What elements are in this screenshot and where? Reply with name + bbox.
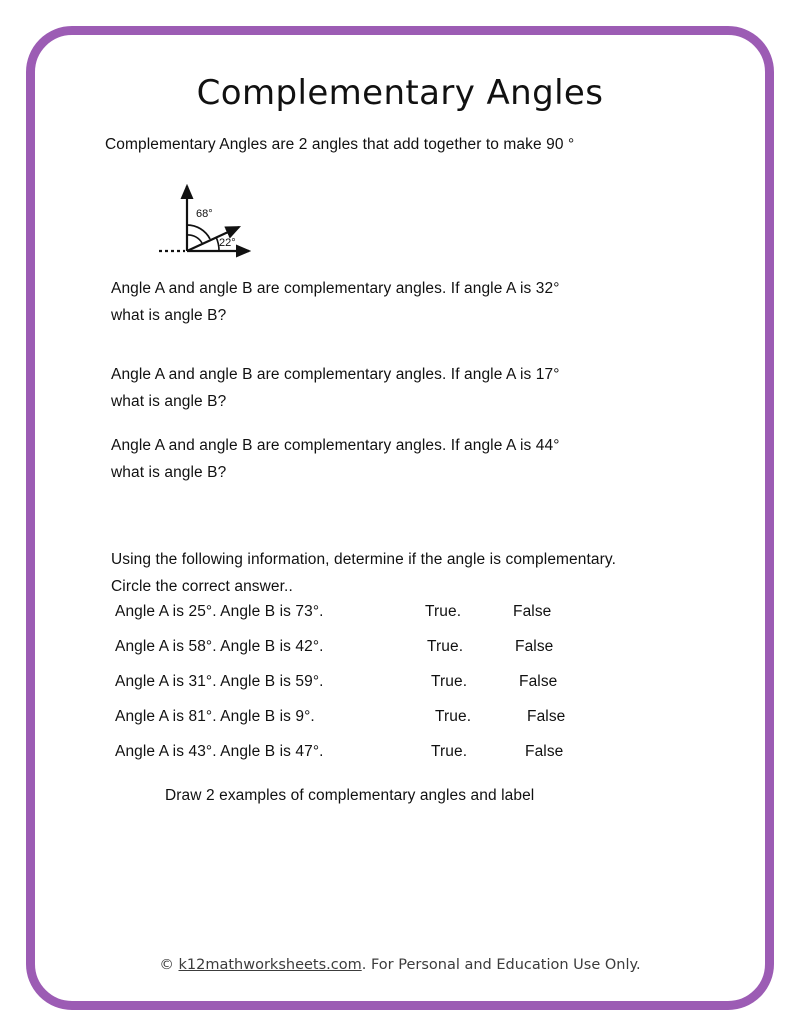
footer-copyright [35,957,765,973]
page-title: Complementary Angles [196,73,604,113]
upper-angle-label: 68° [196,208,213,220]
word-problem-3 [111,432,721,486]
lower-angle-label: 22° [219,237,236,249]
tf-false-option[interactable]: False [515,638,554,655]
tf-false-option[interactable]: False [519,673,558,690]
tf-false-option[interactable]: False [513,603,552,620]
upper-angle-arc [187,225,210,239]
tf-false-option[interactable]: False [525,743,564,760]
footer-prefix: © [159,957,179,973]
table-row [35,708,765,743]
true-false-list [35,603,765,778]
true-false-directions [111,546,751,600]
table-row [35,673,765,708]
problem-3-line-1: Angle A and angle B are complementary angles. If angle A is 44° [111,437,560,454]
tf-statement: Angle A is 43°. Angle B is 47°. [115,743,324,760]
table-row [35,743,765,778]
footer-suffix: . For Personal and Education Use Only. [361,957,641,973]
worksheet-border [26,26,774,1010]
draw-examples-prompt: Draw 2 examples of complementary angles and label [165,787,535,804]
complementary-angle-diagram [153,173,283,265]
tf-directions-line-2: Circle the correct answer.. [111,578,293,595]
tf-statement: Angle A is 58°. Angle B is 42°. [115,638,324,655]
problem-1-line-2: what is angle B? [111,307,227,324]
tf-directions-line-1: Using the following information, determine if the angle is complementary. [111,551,616,568]
tf-statement: Angle A is 25°. Angle B is 73°. [115,603,324,620]
word-problem-1 [111,275,721,329]
definition-text: Complementary Angles are 2 angles that add together to make 90 ° [105,136,575,153]
tf-true-option[interactable]: True. [435,708,472,725]
word-problem-2 [111,361,721,415]
tf-false-option[interactable]: False [527,708,566,725]
problem-2-line-2: what is angle B? [111,393,227,410]
tf-true-option[interactable]: True. [431,673,468,690]
table-row [35,638,765,673]
tf-true-option[interactable]: True. [431,743,468,760]
upper-angle-arc-inner [187,235,202,243]
worksheet-page [35,35,765,1001]
problem-2-line-1: Angle A and angle B are complementary angles. If angle A is 17° [111,366,560,383]
problem-1-line-1: Angle A and angle B are complementary angles. If angle A is 32° [111,280,560,297]
tf-true-option[interactable]: True. [425,603,462,620]
tf-true-option[interactable]: True. [427,638,464,655]
footer-website-link[interactable]: k12mathworksheets.com [178,957,362,973]
tf-statement: Angle A is 81°. Angle B is 9°. [115,708,315,725]
problem-3-line-2: what is angle B? [111,464,227,481]
table-row [35,603,765,638]
angle-diagram-svg [153,173,283,265]
tf-statement: Angle A is 31°. Angle B is 59°. [115,673,324,690]
